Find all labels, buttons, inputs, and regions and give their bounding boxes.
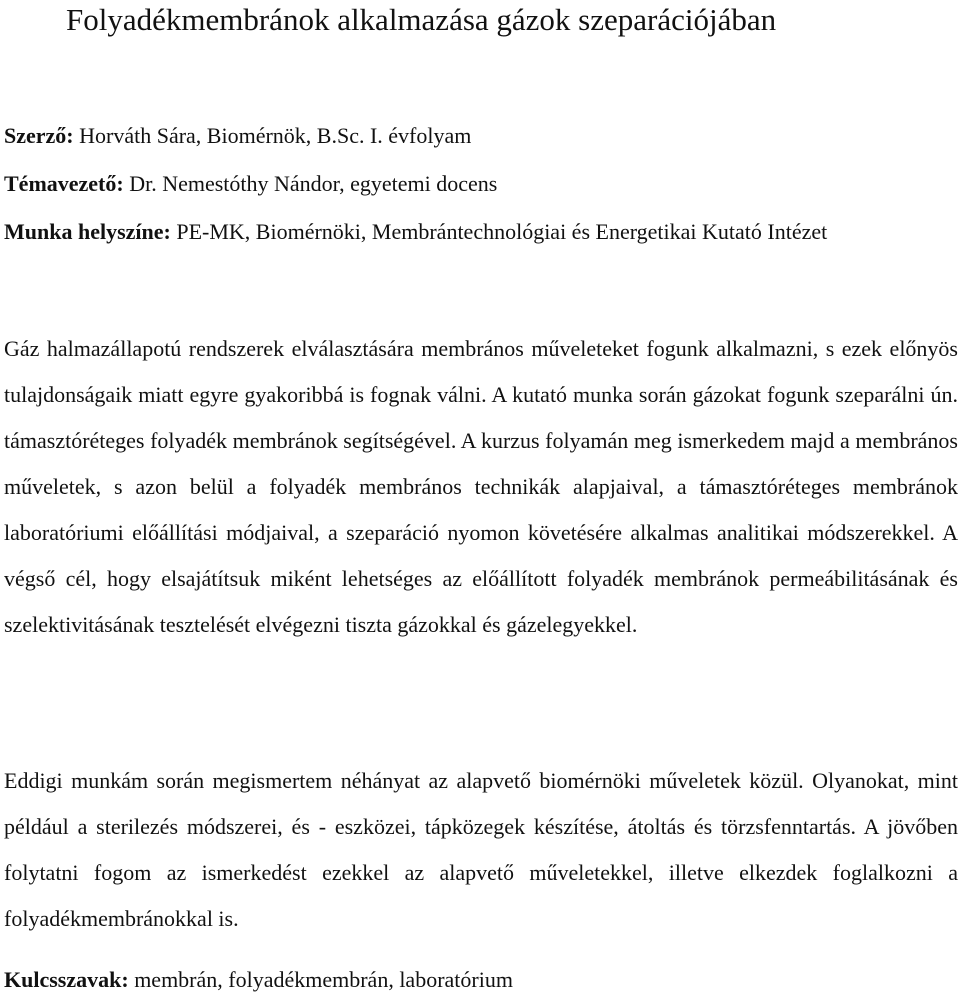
supervisor-line <box>4 160 497 208</box>
location-label: Munka helyszíne: <box>4 219 171 244</box>
keywords-value: membrán, folyadékmembrán, laboratórium <box>134 967 513 992</box>
location-line <box>4 208 956 256</box>
location-value: PE-MK, Biomérnöki, Membrántechnológiai és Energetikai Kutató Intézet <box>176 219 828 244</box>
paragraph-previous-work: Eddigi munkám során megismertem néhányat az alapvető biomérnöki műveletek közül. Olyanokat, mint például a sterilezés módszerei, és - eszközei, tápközegek készítése, átoltás és törzsfenntartás. A jövőben folytatni fogom az ismerkedést ezekkel az alapvető műveletekkel, illetve elkezdek foglalkozni a folyadékmembránokkal is. <box>4 768 958 931</box>
author-line <box>4 112 471 160</box>
keywords-label: Kulcsszavak: <box>4 967 129 992</box>
supervisor-value: Dr. Nemestóthy Nándor, egyetemi docens <box>129 171 498 196</box>
supervisor-label: Témavezető: <box>4 171 124 196</box>
document-title: Folyadékmembránok alkalmazása gázok szeparációjában <box>66 2 777 37</box>
author-label: Szerző: <box>4 123 74 148</box>
author-value: Horváth Sára, Biomérnök, B.Sc. I. évfolyam <box>79 123 472 148</box>
paragraph-research-description: Gáz halmazállapotú rendszerek elválasztására membrános műveleteket fogunk alkalmazni, s ezek előnyös tulajdonságaik miatt egyre gyakoribbá is fognak válni. A kutató munka során gázokat fogunk szeparálni ún. támasztóréteges folyadék membránok segítségével. A kurzus folyamán meg ismerkedem majd a membrános műveletek, s azon belül a folyadék membrános technikák alapjaival, a támasztóréteges membránok laboratóriumi előállítási módjaival, a szeparáció nyomon követésére alkalmas analitikai módszerekkel. A végső cél, hogy elsajátítsuk miként lehetséges az előállított folyadék membránok permeábilitásának és szelektivitásának tesztelését elvégezni tiszta gázokkal és gázelegyekkel. <box>4 336 958 637</box>
keywords-line <box>4 957 513 1003</box>
